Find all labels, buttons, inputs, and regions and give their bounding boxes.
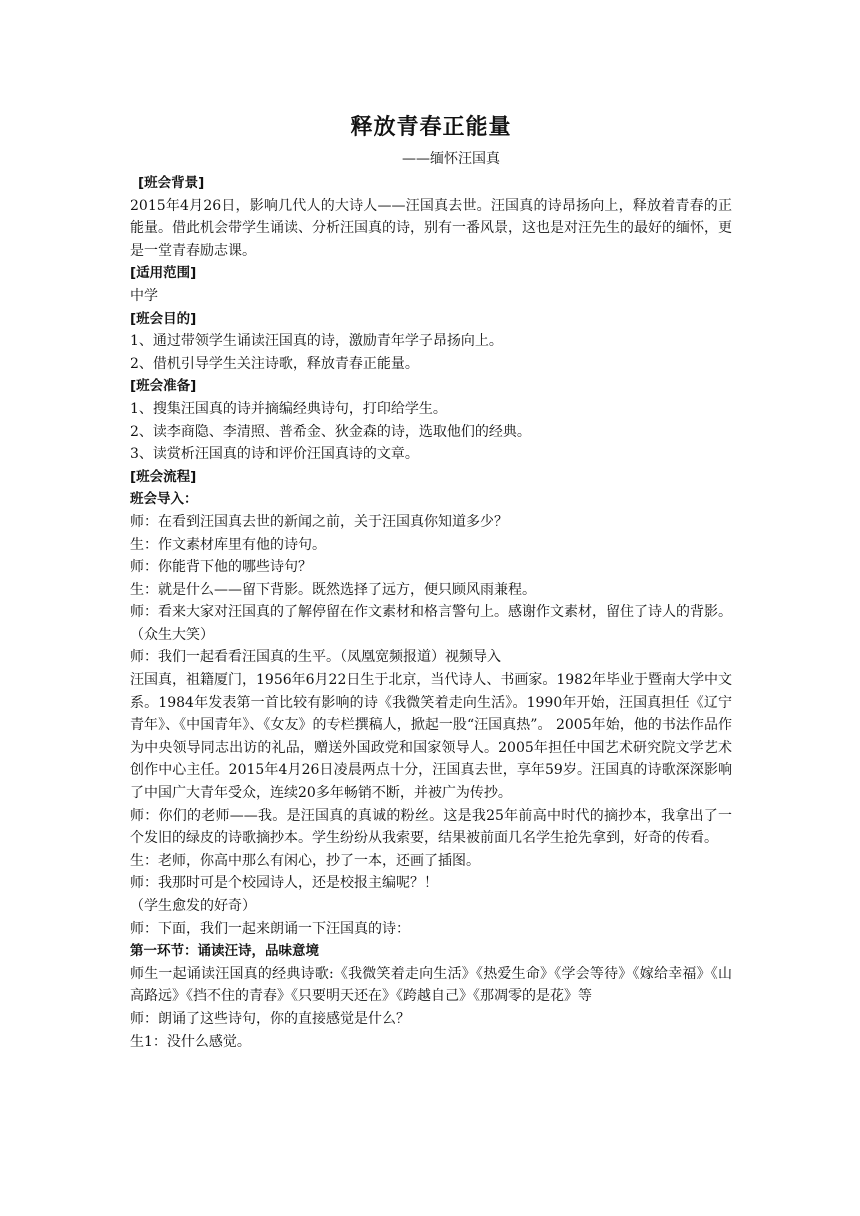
paragraph: 师：看来大家对汪国真的了解停留在作文素材和格言警句上。感谢作文素材，留住了诗人的背影。（众生大笑） bbox=[130, 604, 732, 643]
section-heading: 班会导入： bbox=[130, 491, 198, 508]
paragraph: 中学 bbox=[130, 287, 158, 304]
section-heading: [班会流程] bbox=[130, 468, 197, 485]
paragraph: 师：我那时可是个校园诗人，还是校报主编呢？！ bbox=[130, 875, 438, 892]
section-heading: 第一环节：诵读汪诗，品味意境 bbox=[130, 943, 319, 960]
section-heading: [班会背景] bbox=[138, 175, 205, 191]
paragraph: 生1：没什么感觉。 bbox=[130, 1033, 251, 1050]
document-subtitle: ——缅怀汪国真 bbox=[402, 151, 500, 167]
paragraph: 3、读赏析汪国真的诗和评价汪国真诗的文章。 bbox=[130, 446, 419, 463]
paragraph: 师生一起诵读汪国真的经典诗歌:《我微笑着走向生活》《热爱生命》《学会等待》《嫁给幸福》《山高路远》《挡不住的青春》《只要明天还在》《跨越自己》《那凋零的是花》等 bbox=[130, 965, 732, 1005]
paragraph: 2、读李商隐、李清照、普希金、狄金森的诗，选取他们的经典。 bbox=[130, 423, 531, 440]
paragraph: 师：我们一起看看汪国真的生平。（凤凰宽频报道）视频导入 bbox=[130, 649, 501, 666]
paragraph: 1、通过带领学生诵读汪国真的诗，激励青年学子昂扬向上。 bbox=[130, 333, 503, 350]
section-heading: [班会准备] bbox=[130, 378, 197, 395]
paragraph: 生：作文素材库里有他的诗句。 bbox=[130, 536, 326, 553]
paragraph: 1、搜集汪国真的诗并摘编经典诗句，打印给学生。 bbox=[130, 400, 447, 417]
paragraph: 生：就是什么——留下背影。既然选择了远方，便只顾风雨兼程。 bbox=[130, 581, 536, 598]
paragraph: 2015年4月26日，影响几代人的大诗人——汪国真去世。汪国真的诗昂扬向上，释放着青春的正能量。借此机会带学生诵读、分析汪国真的诗，别有一番风景，这也是对汪先生的最好的缅怀，更是一堂青春励志课。 bbox=[130, 197, 732, 259]
paragraph: （学生愈发的好奇） bbox=[130, 898, 256, 914]
document-page bbox=[130, 112, 732, 1053]
paragraph: 2、借机引导学生关注诗歌，释放青春正能量。 bbox=[130, 355, 419, 372]
section-heading: [适用范围] bbox=[130, 265, 197, 282]
paragraph: 师：在看到汪国真去世的新闻之前，关于汪国真你知道多少？ bbox=[130, 513, 508, 530]
section-heading: [班会目的] bbox=[130, 310, 197, 327]
paragraph: 师：你能背下他的哪些诗句？ bbox=[130, 559, 312, 576]
paragraph: 师：下面，我们一起来朗诵一下汪国真的诗： bbox=[130, 920, 410, 937]
paragraph: 师：朗诵了这些诗句，你的直接感觉是什么？ bbox=[130, 1010, 410, 1027]
paragraph: 师：你们的老师——我。是汪国真的真诚的粉丝。这是我25年前高中时代的摘抄本，我拿出了一个发旧的绿皮的诗歌摘抄本。学生纷纷从我索要，结果被前面几名学生抢先拿到，好奇的传看。 bbox=[130, 807, 732, 847]
paragraph: 汪国真，祖籍厦门，1956年6月22日生于北京，当代诗人、书画家。1982年毕业于暨南大学中文系。1984年发表第一首比较有影响的诗《我微笑着走向生活》。1990年开始，汪国真担任《辽宁青年》、《中国青年》、《女友》的专栏撰稿人，掀起一股“汪国真热”。 2005年始，他的书法作品作为中央领导同志出访的礼品，赠送外国政党和国家领导人。2005年担任中国艺术研究院文学艺术创作中心主任。2015年4月26日凌晨两点十分，汪国真去世，享年59岁。汪国真的诗歌深深影响了中国广大青年受众，连续20多年畅销不断，并被广为传抄。 bbox=[130, 672, 732, 802]
document-body bbox=[130, 172, 732, 1053]
paragraph: 生：老师，你高中那么有闲心，抄了一本，还画了插图。 bbox=[130, 852, 480, 869]
document-title: 释放青春正能量 bbox=[350, 115, 512, 140]
